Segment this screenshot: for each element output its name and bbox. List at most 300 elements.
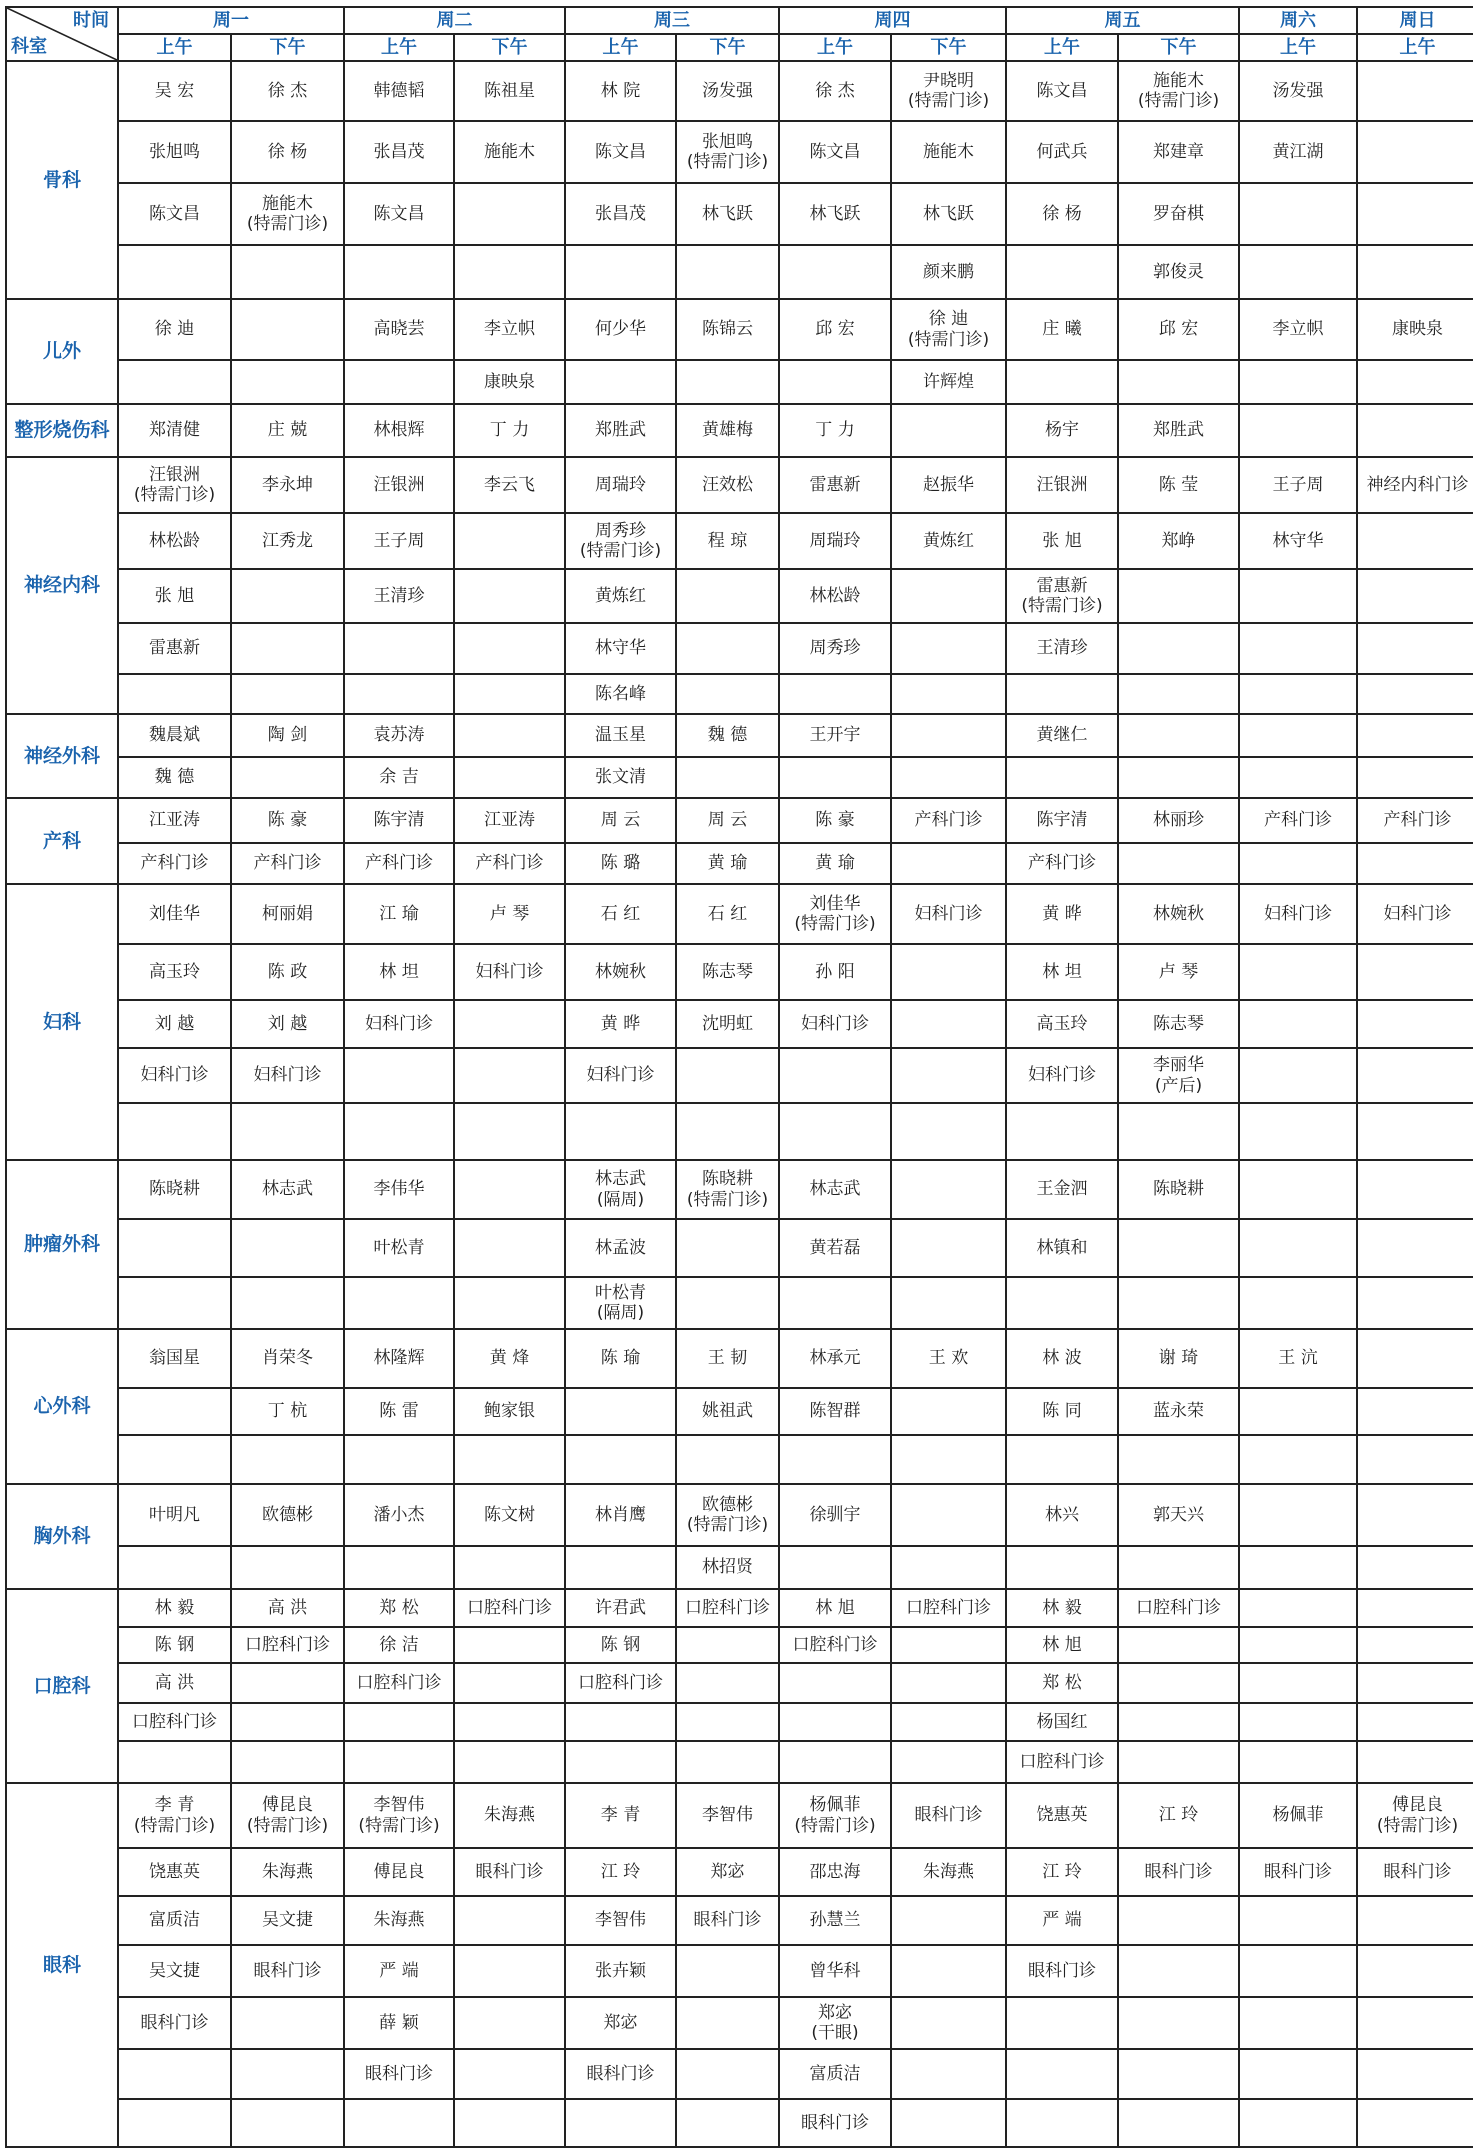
doctor-cell xyxy=(344,1741,454,1783)
doctor-cell: 张文清 xyxy=(565,757,676,798)
slot-header: 下午 xyxy=(231,34,344,61)
doctor-cell xyxy=(1118,1945,1239,1997)
doctor-cell xyxy=(231,1741,344,1783)
doctor-cell: 妇科门诊 xyxy=(891,884,1006,944)
doctor-cell xyxy=(779,1277,891,1329)
doctor-cell: 魏 德 xyxy=(676,714,779,757)
doctor-cell: 眼科门诊 xyxy=(565,2049,676,2099)
doctor-cell xyxy=(676,1627,779,1663)
doctor-cell xyxy=(1118,1435,1239,1484)
doctor-cell xyxy=(454,1997,565,2049)
schedule-row xyxy=(6,121,1473,183)
department-name: 眼科 xyxy=(6,1783,118,2147)
doctor-cell xyxy=(118,1546,231,1589)
doctor-cell: 傅昆良 xyxy=(344,1848,454,1896)
doctor-cell xyxy=(1357,513,1473,569)
doctor-cell: 陈 瑜 xyxy=(565,1329,676,1388)
doctor-cell: 吴文捷 xyxy=(231,1896,344,1945)
doctor-cell: 神经内科门诊 xyxy=(1357,457,1473,513)
doctor-cell xyxy=(565,2099,676,2147)
schedule-row xyxy=(6,843,1473,884)
doctor-cell: 林 旭 xyxy=(779,1589,891,1627)
doctor-cell: 林松龄 xyxy=(118,513,231,569)
schedule-row xyxy=(6,1997,1473,2049)
doctor-cell: 饶惠英 xyxy=(1006,1783,1118,1848)
doctor-cell: 庄 曦 xyxy=(1006,299,1118,360)
department-name: 妇科 xyxy=(6,884,118,1160)
day-header-row xyxy=(6,7,1473,34)
schedule-row xyxy=(6,1103,1473,1160)
doctor-cell xyxy=(118,1388,231,1435)
doctor-cell: 郑宓 xyxy=(565,1997,676,2049)
slot-header: 上午 xyxy=(1239,34,1357,61)
doctor-cell: 翁国星 xyxy=(118,1329,231,1388)
doctor-cell: 邱 宏 xyxy=(779,299,891,360)
doctor-cell: 汪银洲 xyxy=(1006,457,1118,513)
doctor-cell xyxy=(676,2099,779,2147)
doctor-cell xyxy=(1357,183,1473,245)
doctor-cell: 陈 莹 xyxy=(1118,457,1239,513)
doctor-cell xyxy=(891,1741,1006,1783)
doctor-cell xyxy=(1239,1219,1357,1277)
department-name: 骨科 xyxy=(6,61,118,299)
day-header: 周二 xyxy=(344,7,565,34)
doctor-cell: 谢 琦 xyxy=(1118,1329,1239,1388)
doctor-cell: 张旭鸣 (特需门诊) xyxy=(676,121,779,183)
doctor-cell xyxy=(454,1160,565,1219)
doctor-cell xyxy=(779,1703,891,1741)
schedule-row xyxy=(6,61,1473,121)
doctor-cell: 陈宇清 xyxy=(344,798,454,843)
doctor-cell xyxy=(1239,1484,1357,1546)
doctor-cell xyxy=(565,1388,676,1435)
doctor-cell xyxy=(1006,1435,1118,1484)
doctor-cell xyxy=(891,1945,1006,1997)
doctor-cell: 朱海燕 xyxy=(344,1896,454,1945)
doctor-cell xyxy=(1239,1703,1357,1741)
doctor-cell: 林 毅 xyxy=(118,1589,231,1627)
doctor-cell: 林孟波 xyxy=(565,1219,676,1277)
doctor-cell: 陈智群 xyxy=(779,1388,891,1435)
doctor-cell xyxy=(231,1219,344,1277)
doctor-cell xyxy=(891,1997,1006,2049)
doctor-cell: 黄 晔 xyxy=(1006,884,1118,944)
doctor-cell xyxy=(1239,1277,1357,1329)
slot-header: 下午 xyxy=(1118,34,1239,61)
doctor-cell: 徐 迪 (特需门诊) xyxy=(891,299,1006,360)
doctor-cell xyxy=(891,1627,1006,1663)
doctor-cell xyxy=(676,2049,779,2099)
doctor-cell xyxy=(779,1546,891,1589)
doctor-cell xyxy=(231,1663,344,1703)
doctor-cell xyxy=(1006,360,1118,404)
doctor-cell xyxy=(1357,944,1473,1000)
doctor-cell xyxy=(891,1103,1006,1160)
doctor-cell: 江 玲 xyxy=(565,1848,676,1896)
doctor-cell: 妇科门诊 xyxy=(231,1048,344,1103)
doctor-cell: 肖荣冬 xyxy=(231,1329,344,1388)
doctor-cell xyxy=(1118,674,1239,714)
schedule-row xyxy=(6,1627,1473,1663)
doctor-cell: 曾华科 xyxy=(779,1945,891,1997)
doctor-cell: 吴文捷 xyxy=(118,1945,231,1997)
doctor-cell: 施能木 xyxy=(891,121,1006,183)
doctor-cell: 邱 宏 xyxy=(1118,299,1239,360)
schedule-row xyxy=(6,1160,1473,1219)
doctor-cell: 黄 瑜 xyxy=(676,843,779,884)
doctor-cell xyxy=(454,1627,565,1663)
doctor-cell: 陈晓耕 xyxy=(118,1160,231,1219)
doctor-cell: 林承元 xyxy=(779,1329,891,1388)
department-name: 胸外科 xyxy=(6,1484,118,1589)
doctor-cell: 姚祖武 xyxy=(676,1388,779,1435)
doctor-cell xyxy=(1239,674,1357,714)
doctor-cell: 王子周 xyxy=(344,513,454,569)
doctor-cell xyxy=(891,1219,1006,1277)
doctor-cell: 妇科门诊 xyxy=(779,1000,891,1048)
doctor-cell xyxy=(676,623,779,674)
doctor-cell: 李 青 xyxy=(565,1783,676,1848)
schedule-row xyxy=(6,513,1473,569)
doctor-cell xyxy=(1239,1048,1357,1103)
doctor-cell: 郭俊灵 xyxy=(1118,245,1239,299)
doctor-cell: 袁苏涛 xyxy=(344,714,454,757)
doctor-cell: 林 坦 xyxy=(344,944,454,1000)
doctor-cell xyxy=(344,245,454,299)
doctor-cell: 周瑞玲 xyxy=(565,457,676,513)
doctor-cell: 陈晓耕 (特需门诊) xyxy=(676,1160,779,1219)
doctor-cell: 张旭鸣 xyxy=(118,121,231,183)
doctor-cell xyxy=(1239,360,1357,404)
slot-header: 上午 xyxy=(1006,34,1118,61)
day-header: 周四 xyxy=(779,7,1006,34)
doctor-cell: 孙慧兰 xyxy=(779,1896,891,1945)
doctor-cell xyxy=(231,623,344,674)
doctor-cell xyxy=(565,1741,676,1783)
department-name: 肿瘤外科 xyxy=(6,1160,118,1329)
doctor-cell: 杨佩菲 xyxy=(1239,1783,1357,1848)
doctor-cell xyxy=(891,1663,1006,1703)
doctor-cell xyxy=(1239,1546,1357,1589)
doctor-cell: 妇科门诊 xyxy=(118,1048,231,1103)
doctor-cell xyxy=(1239,714,1357,757)
doctor-cell: 叶松青 (隔周) xyxy=(565,1277,676,1329)
doctor-cell: 产科门诊 xyxy=(231,843,344,884)
doctor-cell: 江 玲 xyxy=(1118,1783,1239,1848)
doctor-cell xyxy=(565,245,676,299)
doctor-cell: 黄炼红 xyxy=(891,513,1006,569)
doctor-cell xyxy=(454,1896,565,1945)
doctor-cell: 黄 瑜 xyxy=(779,843,891,884)
doctor-cell xyxy=(454,1219,565,1277)
doctor-cell: 王 韧 xyxy=(676,1329,779,1388)
doctor-cell: 严 端 xyxy=(344,1945,454,1997)
doctor-cell: 林志武 xyxy=(231,1160,344,1219)
doctor-cell xyxy=(118,2099,231,2147)
schedule-row xyxy=(6,457,1473,513)
doctor-cell xyxy=(1357,714,1473,757)
doctor-cell: 陈文昌 xyxy=(1006,61,1118,121)
doctor-cell: 妇科门诊 xyxy=(454,944,565,1000)
doctor-cell xyxy=(344,360,454,404)
doctor-cell xyxy=(1118,360,1239,404)
doctor-cell xyxy=(891,1896,1006,1945)
doctor-cell xyxy=(454,623,565,674)
schedule-row xyxy=(6,798,1473,843)
doctor-cell xyxy=(1239,843,1357,884)
doctor-cell: 刘佳华 (特需门诊) xyxy=(779,884,891,944)
doctor-cell xyxy=(231,1277,344,1329)
doctor-cell: 高玉玲 xyxy=(1006,1000,1118,1048)
doctor-cell xyxy=(1118,1896,1239,1945)
doctor-cell xyxy=(344,623,454,674)
doctor-cell: 潘小杰 xyxy=(344,1484,454,1546)
doctor-cell: 徐 洁 xyxy=(344,1627,454,1663)
doctor-cell: 李云飞 xyxy=(454,457,565,513)
doctor-cell: 产科门诊 xyxy=(454,843,565,884)
doctor-cell: 汪银洲 xyxy=(344,457,454,513)
schedule-row xyxy=(6,360,1473,404)
doctor-cell xyxy=(891,714,1006,757)
slot-header: 上午 xyxy=(565,34,676,61)
doctor-cell xyxy=(1118,1546,1239,1589)
doctor-cell xyxy=(118,1741,231,1783)
doctor-cell: 富质洁 xyxy=(779,2049,891,2099)
doctor-cell: 郑胜武 xyxy=(1118,404,1239,457)
doctor-cell xyxy=(891,1703,1006,1741)
doctor-cell: 李伟华 xyxy=(344,1160,454,1219)
doctor-cell xyxy=(676,1945,779,1997)
doctor-cell xyxy=(1357,1435,1473,1484)
doctor-cell: 眼科门诊 xyxy=(118,1997,231,2049)
doctor-cell xyxy=(565,1103,676,1160)
department-name: 口腔科 xyxy=(6,1589,118,1783)
doctor-cell xyxy=(891,1484,1006,1546)
doctor-cell: 黄炼红 xyxy=(565,569,676,623)
doctor-cell: 陈 钢 xyxy=(565,1627,676,1663)
doctor-cell xyxy=(1357,1741,1473,1783)
doctor-cell xyxy=(1118,843,1239,884)
doctor-cell xyxy=(891,674,1006,714)
doctor-cell: 饶惠英 xyxy=(118,1848,231,1896)
doctor-cell xyxy=(454,674,565,714)
department-name: 产科 xyxy=(6,798,118,884)
doctor-cell: 雷惠新 (特需门诊) xyxy=(1006,569,1118,623)
doctor-cell: 陈 璐 xyxy=(565,843,676,884)
doctor-cell: 周 云 xyxy=(565,798,676,843)
slot-header: 上午 xyxy=(1357,34,1473,61)
schedule-row xyxy=(6,1484,1473,1546)
doctor-cell: 高玉玲 xyxy=(118,944,231,1000)
doctor-cell: 徐 杰 xyxy=(231,61,344,121)
schedule-row xyxy=(6,2099,1473,2147)
doctor-cell: 黄 晔 xyxy=(565,1000,676,1048)
doctor-cell xyxy=(231,757,344,798)
doctor-cell: 傅昆良 (特需门诊) xyxy=(1357,1783,1473,1848)
doctor-cell: 陈 豪 xyxy=(779,798,891,843)
doctor-cell: 产科门诊 xyxy=(891,798,1006,843)
doctor-cell: 口腔科门诊 xyxy=(1006,1741,1118,1783)
doctor-cell xyxy=(344,1703,454,1741)
doctor-cell: 朱海燕 xyxy=(231,1848,344,1896)
doctor-cell: 陶 剑 xyxy=(231,714,344,757)
department-name: 神经外科 xyxy=(6,714,118,798)
doctor-cell: 眼科门诊 xyxy=(676,1896,779,1945)
doctor-cell xyxy=(891,1435,1006,1484)
doctor-cell xyxy=(1118,1627,1239,1663)
doctor-cell xyxy=(1239,944,1357,1000)
doctor-cell: 蓝永荣 xyxy=(1118,1388,1239,1435)
doctor-cell xyxy=(1118,1277,1239,1329)
doctor-cell xyxy=(454,2099,565,2147)
doctor-cell: 林志武 xyxy=(779,1160,891,1219)
doctor-cell: 张 旭 xyxy=(1006,513,1118,569)
doctor-cell: 汪效松 xyxy=(676,457,779,513)
doctor-cell xyxy=(1357,569,1473,623)
doctor-cell: 黄江湖 xyxy=(1239,121,1357,183)
doctor-cell: 施能木 (特需门诊) xyxy=(1118,61,1239,121)
slot-header: 上午 xyxy=(118,34,231,61)
doctor-cell xyxy=(1239,1997,1357,2049)
doctor-cell: 高晓芸 xyxy=(344,299,454,360)
doctor-cell xyxy=(1357,1546,1473,1589)
slot-header: 下午 xyxy=(454,34,565,61)
doctor-cell: 林志武 (隔周) xyxy=(565,1160,676,1219)
outpatient-schedule-table xyxy=(5,6,1473,2148)
doctor-cell: 陈文昌 xyxy=(118,183,231,245)
doctor-cell xyxy=(779,757,891,798)
doctor-cell: 产科门诊 xyxy=(1239,798,1357,843)
doctor-cell: 徐 杰 xyxy=(779,61,891,121)
doctor-cell: 王清珍 xyxy=(344,569,454,623)
doctor-cell: 林飞跃 xyxy=(779,183,891,245)
doctor-cell xyxy=(1357,1103,1473,1160)
doctor-cell: 何少华 xyxy=(565,299,676,360)
doctor-cell xyxy=(676,1103,779,1160)
doctor-cell xyxy=(1239,2099,1357,2147)
doctor-cell: 刘佳华 xyxy=(118,884,231,944)
doctor-cell xyxy=(1239,1160,1357,1219)
doctor-cell: 口腔科门诊 xyxy=(344,1663,454,1703)
doctor-cell: 尹晓明 (特需门诊) xyxy=(891,61,1006,121)
doctor-cell xyxy=(1239,183,1357,245)
doctor-cell xyxy=(565,1546,676,1589)
doctor-cell: 口腔科门诊 xyxy=(1118,1589,1239,1627)
doctor-cell: 李智伟 (特需门诊) xyxy=(344,1783,454,1848)
doctor-cell xyxy=(1006,1103,1118,1160)
doctor-cell: 林根辉 xyxy=(344,404,454,457)
doctor-cell: 富质洁 xyxy=(118,1896,231,1945)
doctor-cell xyxy=(118,245,231,299)
schedule-row xyxy=(6,1783,1473,1848)
day-header: 周六 xyxy=(1239,7,1357,34)
doctor-cell xyxy=(891,1388,1006,1435)
doctor-cell: 陈 雷 xyxy=(344,1388,454,1435)
doctor-cell xyxy=(676,1997,779,2049)
slot-header: 下午 xyxy=(676,34,779,61)
doctor-cell: 林 波 xyxy=(1006,1329,1118,1388)
doctor-cell xyxy=(344,2099,454,2147)
doctor-cell: 林兴 xyxy=(1006,1484,1118,1546)
doctor-cell: 林婉秋 xyxy=(1118,884,1239,944)
doctor-cell xyxy=(565,360,676,404)
doctor-cell: 郑建章 xyxy=(1118,121,1239,183)
doctor-cell xyxy=(454,569,565,623)
doctor-cell xyxy=(779,1663,891,1703)
doctor-cell: 妇科门诊 xyxy=(1357,884,1473,944)
doctor-cell xyxy=(891,1048,1006,1103)
doctor-cell: 眼科门诊 xyxy=(231,1945,344,1997)
doctor-cell xyxy=(1118,1703,1239,1741)
doctor-cell: 许辉煌 xyxy=(891,360,1006,404)
doctor-cell: 徐 杨 xyxy=(1006,183,1118,245)
doctor-cell: 陈文树 xyxy=(454,1484,565,1546)
doctor-cell: 刘 越 xyxy=(118,1000,231,1048)
schedule-row xyxy=(6,299,1473,360)
doctor-cell: 魏晨斌 xyxy=(118,714,231,757)
doctor-cell xyxy=(344,1435,454,1484)
doctor-cell: 林婉秋 xyxy=(565,944,676,1000)
doctor-cell xyxy=(231,674,344,714)
doctor-cell xyxy=(891,944,1006,1000)
doctor-cell xyxy=(344,1103,454,1160)
doctor-cell xyxy=(1357,61,1473,121)
schedule-row xyxy=(6,404,1473,457)
doctor-cell xyxy=(1118,1663,1239,1703)
doctor-cell: 李丽华 (产后) xyxy=(1118,1048,1239,1103)
doctor-cell: 王子周 xyxy=(1239,457,1357,513)
doctor-cell: 石 红 xyxy=(565,884,676,944)
doctor-cell: 叶明凡 xyxy=(118,1484,231,1546)
schedule-row xyxy=(6,1219,1473,1277)
doctor-cell: 王金泗 xyxy=(1006,1160,1118,1219)
doctor-cell xyxy=(231,2049,344,2099)
doctor-cell xyxy=(891,2099,1006,2147)
doctor-cell: 林 毅 xyxy=(1006,1589,1118,1627)
doctor-cell: 汪银洲 (特需门诊) xyxy=(118,457,231,513)
doctor-cell: 口腔科门诊 xyxy=(891,1589,1006,1627)
doctor-cell xyxy=(1357,121,1473,183)
doctor-cell xyxy=(676,569,779,623)
doctor-cell: 魏 德 xyxy=(118,757,231,798)
schedule-row xyxy=(6,1277,1473,1329)
doctor-cell xyxy=(454,1663,565,1703)
doctor-cell xyxy=(676,245,779,299)
doctor-cell: 卢 琴 xyxy=(454,884,565,944)
doctor-cell: 陈锦云 xyxy=(676,299,779,360)
doctor-cell xyxy=(454,245,565,299)
doctor-cell xyxy=(344,1546,454,1589)
doctor-cell xyxy=(231,299,344,360)
doctor-cell: 严 端 xyxy=(1006,1896,1118,1945)
doctor-cell: 李智伟 xyxy=(676,1783,779,1848)
doctor-cell: 程 琼 xyxy=(676,513,779,569)
doctor-cell xyxy=(118,1435,231,1484)
doctor-cell: 周秀珍 (特需门诊) xyxy=(565,513,676,569)
doctor-cell xyxy=(676,1219,779,1277)
doctor-cell: 许君武 xyxy=(565,1589,676,1627)
doctor-cell xyxy=(1357,1703,1473,1741)
doctor-cell: 陈 豪 xyxy=(231,798,344,843)
doctor-cell xyxy=(1357,1160,1473,1219)
doctor-cell xyxy=(1239,1741,1357,1783)
doctor-cell: 高 洪 xyxy=(231,1589,344,1627)
corner-header-cell xyxy=(6,7,118,61)
doctor-cell: 朱海燕 xyxy=(454,1783,565,1848)
schedule-row xyxy=(6,183,1473,245)
doctor-cell xyxy=(779,674,891,714)
doctor-cell: 产科门诊 xyxy=(1357,798,1473,843)
